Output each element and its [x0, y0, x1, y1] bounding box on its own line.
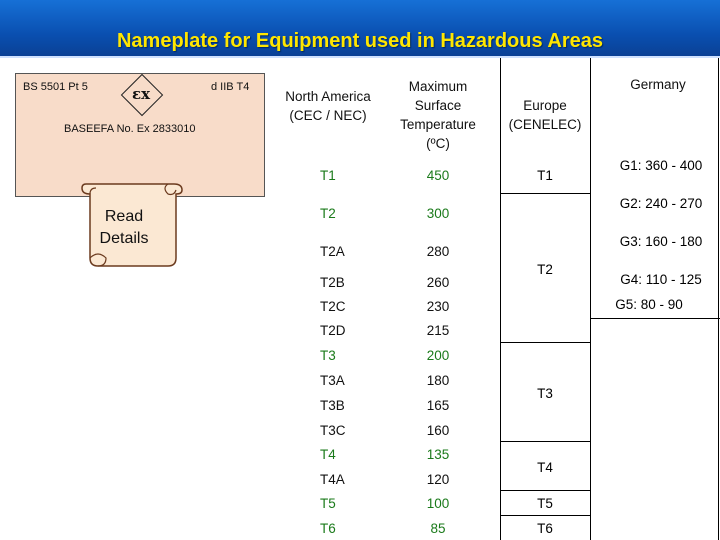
- class-cell: T4A: [320, 472, 345, 487]
- class-cell: T1: [320, 168, 336, 183]
- class-cell: T3B: [320, 398, 345, 413]
- certificate-label: BASEEFA No. Ex 2833010: [64, 123, 196, 135]
- temperature-cell: 200: [426, 348, 450, 363]
- temperature-cell: 260: [426, 275, 450, 290]
- class-cell: T3C: [320, 423, 346, 438]
- class-cell: T4: [320, 447, 336, 462]
- temperature-cell: 120: [426, 472, 450, 487]
- classification-label: d IIB T4: [211, 81, 250, 93]
- header-max-temp-line2: Surface: [414, 98, 462, 113]
- grid-line-right-edge: [718, 58, 719, 540]
- temperature-cell: 450: [426, 168, 450, 183]
- grid-line-europe-t2: [500, 342, 590, 343]
- europe-t3: T3: [537, 386, 553, 401]
- grid-line-europe-t4: [500, 490, 590, 491]
- temperature-cell: 280: [426, 244, 450, 259]
- temperature-cell: 160: [426, 423, 450, 438]
- germany-g3: G3: 160 - 180: [619, 234, 703, 249]
- temperature-cell: 100: [426, 496, 450, 511]
- standard-label: BS 5501 Pt 5: [23, 81, 88, 93]
- class-cell: T3: [320, 348, 336, 363]
- page-title: Nameplate for Equipment used in Hazardous Areas: [116, 30, 604, 52]
- europe-t5: T5: [537, 496, 553, 511]
- temperature-cell: 165: [426, 398, 450, 413]
- germany-g2: G2: 240 - 270: [619, 196, 703, 211]
- header-max-temp-line1: Maximum: [408, 79, 468, 94]
- header-max-temp-line3: Temperature: [400, 117, 476, 132]
- germany-g4: G4: 110 - 125: [620, 272, 702, 287]
- europe-t1: T1: [537, 168, 553, 183]
- header-north-america: North America (CEC / NEC): [285, 89, 371, 123]
- class-cell: T5: [320, 496, 336, 511]
- header-max-temp-line4: (ºC): [426, 136, 450, 151]
- germany-g1: G1: 360 - 400: [619, 158, 703, 173]
- europe-t4: T4: [537, 460, 553, 475]
- class-cell: T6: [320, 521, 336, 536]
- temperature-cell: 135: [426, 447, 450, 462]
- temperature-cell: 85: [430, 521, 446, 536]
- temperature-cell: 215: [426, 323, 450, 338]
- class-cell: T2: [320, 206, 336, 221]
- temperature-cell: 300: [426, 206, 450, 221]
- temperature-cell: 230: [426, 299, 450, 314]
- grid-line-germany-bottom: [590, 318, 720, 319]
- header-max-surface-temp: [378, 77, 498, 153]
- read-details-line2: Details: [99, 230, 149, 247]
- grid-line-europe-t1: [500, 193, 590, 194]
- europe-t2: T2: [537, 262, 553, 277]
- germany-g5: G5: 80 - 90: [615, 297, 683, 312]
- grid-line-europe-t5: [500, 515, 590, 516]
- grid-line-europe-right: [590, 58, 591, 540]
- header-germany: Germany: [630, 77, 686, 92]
- class-cell: T2B: [320, 275, 345, 290]
- europe-t6: T6: [537, 521, 553, 536]
- temperature-cell: 180: [426, 373, 450, 388]
- class-cell: T3A: [320, 373, 345, 388]
- grid-line-europe-t3: [500, 441, 590, 442]
- read-details-link[interactable]: [86, 206, 162, 250]
- class-cell: T2A: [320, 244, 345, 259]
- ex-mark-label: εx: [131, 85, 151, 103]
- read-details-line1: Read: [104, 208, 144, 225]
- class-cell: T2D: [320, 323, 346, 338]
- class-cell: T2C: [320, 299, 346, 314]
- header-europe: Europe (CENELEC): [508, 98, 582, 132]
